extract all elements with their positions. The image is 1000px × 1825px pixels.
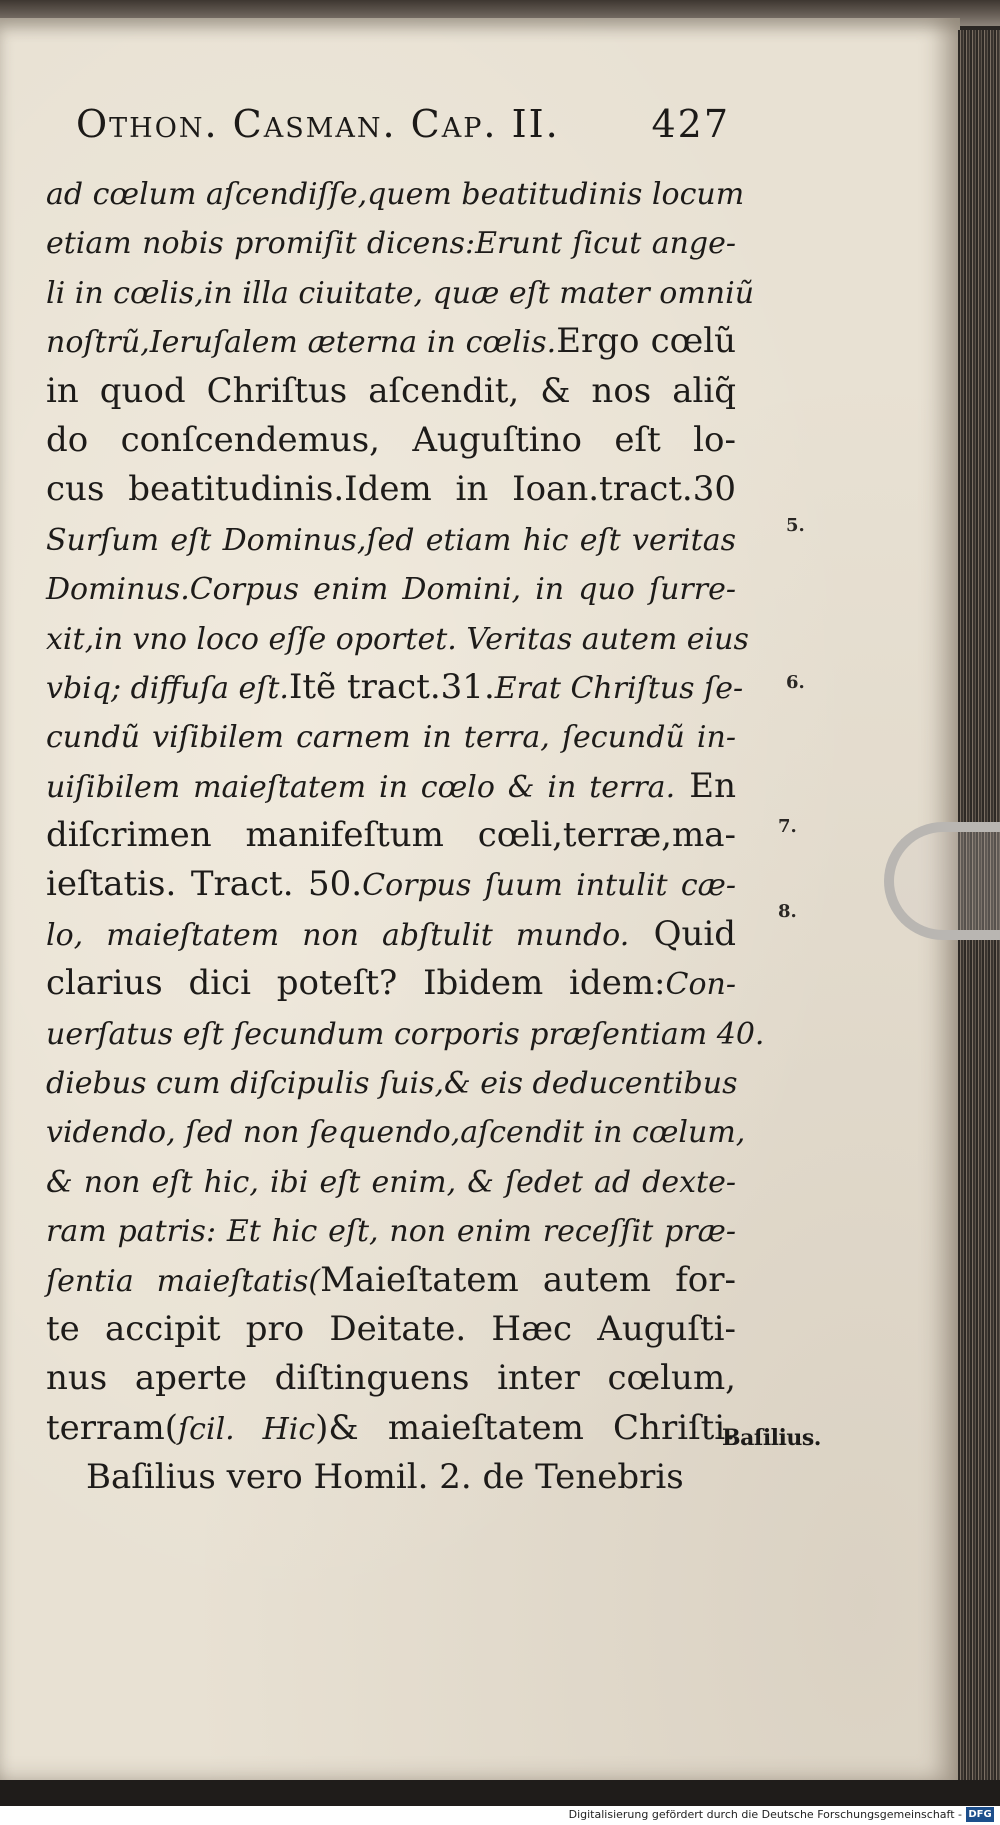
roman-text-segment: clarius dici poteſt? Ibidem idem: [46, 963, 666, 1004]
margin-note-5: 5. [786, 515, 805, 536]
header-chapter-label: Cap. [410, 102, 498, 146]
roman-text-segment: te accipit pro Deitate. Hæc Auguſti- [46, 1308, 736, 1349]
italic-quote-segment: xit,in vno loco eſſe oportet. Veritas autem eius [46, 621, 749, 657]
header-author-last: Casman. [232, 102, 397, 146]
text-line [46, 1452, 736, 1501]
italic-quote-segment: Corpus ſuum intulit cæ- [362, 868, 736, 904]
text-line [46, 1057, 736, 1106]
text-line [46, 168, 745, 217]
italic-quote-segment: lo, maieſtatem non abſtulit mundo. [46, 917, 630, 953]
italic-quote-segment: ad cœlum aſcendiſſe,quem beatitudinis locum [46, 177, 745, 212]
italic-quote-segment: Dominus.Corpus enim Domini, in quo ſurre- [46, 572, 736, 608]
italic-quote-segment: & non eſt hic, ibi eſt enim, & ſedet ad dexte- [46, 1164, 736, 1200]
running-header [76, 102, 730, 146]
text-line [46, 810, 736, 859]
text-line [46, 1205, 736, 1254]
margin-note-7: 7. [778, 816, 797, 837]
roman-text-segment: Ergo cœlũ [556, 321, 736, 362]
header-chapter-number: II. [511, 102, 560, 146]
text-line [46, 859, 736, 908]
dfg-logo: DFG [966, 1807, 994, 1822]
italic-quote-segment: Surſum eſt Dominus,ſed etiam hic eſt veritas [46, 522, 736, 558]
italic-quote-segment: cundũ viſibilem carnem in terra, ſecundũ in- [46, 720, 736, 756]
bottom-shadow [0, 1780, 1000, 1806]
roman-text-segment: in quod Chriſtus aſcendit, & nos aliq̃ [46, 370, 736, 411]
text-line [46, 415, 736, 464]
text-line [46, 613, 749, 662]
italic-quote-segment: uiſibilem maieſtatem in cœlo & in terra. [46, 769, 676, 805]
text-line [46, 366, 736, 415]
text-line [46, 563, 736, 612]
italic-quote-segment: Con- [665, 967, 736, 1003]
text-line [46, 1008, 765, 1057]
italic-quote-segment: uerſatus eſt ſecundum corporis præſentiam 40. [46, 1016, 765, 1052]
roman-text-segment: En [675, 765, 736, 806]
italic-quote-segment: ram patris: Et hic eſt, non enim receſſit præ- [46, 1214, 736, 1250]
text-line [46, 711, 736, 760]
roman-text-segment: do conſcendemus, Auguſtino eſt lo- [46, 419, 736, 460]
roman-text-segment: Itẽ tract.31. [288, 666, 495, 707]
text-line [46, 217, 736, 266]
roman-text-segment: diſcrimen manifeſtum cœli,terræ,ma- [46, 815, 736, 856]
paper-clip [884, 822, 1000, 940]
text-line [46, 761, 736, 810]
margin-note-6: 6. [786, 672, 805, 693]
text-line [46, 514, 736, 563]
roman-text-segment: Baſilius vero Homil. 2. de Tenebris [86, 1457, 684, 1498]
roman-text-segment: nus aperte diſtinguens inter cœlum, [46, 1358, 736, 1399]
italic-quote-segment: Erat Chriſtus ſe- [494, 670, 744, 706]
text-line [46, 662, 744, 711]
italic-quote-segment: ſcil. Hic [178, 1411, 316, 1447]
margin-note-8: 8. [778, 901, 797, 922]
footer-credit: Digitalisierung gefördert durch die Deutsche Forschungsgemeinschaft - [568, 1808, 962, 1821]
text-line [46, 1156, 736, 1205]
text-line [46, 1403, 736, 1452]
roman-text-segment: cus beatitudinis.Idem in Ioan.tract.30 [46, 469, 736, 510]
body-text [46, 168, 765, 1502]
text-line [46, 909, 736, 958]
italic-quote-segment: noſtrũ,Ieruſalem æterna in cœlis. [46, 325, 557, 361]
text-line [46, 1353, 736, 1402]
text-line [46, 316, 736, 365]
italic-quote-segment: ſentia maieſtatis( [46, 1263, 321, 1299]
text-line [46, 267, 755, 316]
roman-text-segment: Maieſtatem autem for- [320, 1259, 736, 1300]
text-line [46, 1255, 736, 1304]
italic-quote-segment: videndo, ſed non ſequendo,aſcendit in cœlum, [46, 1115, 746, 1151]
italic-quote-segment: vbiq; diffuſa eſt. [46, 670, 289, 706]
margin-word-basilius: Baſilius. [722, 1425, 821, 1451]
text-line [46, 1106, 746, 1155]
text-line [46, 1304, 736, 1353]
italic-quote-segment: etiam nobis promiſit dicens:Erunt ſicut ange- [46, 226, 736, 262]
roman-text-segment: Quid [629, 913, 736, 954]
roman-text-segment: ieſtatis. Tract. 50. [46, 864, 363, 905]
italic-quote-segment: diebus cum diſcipulis ſuis,& eis deducentibus [46, 1066, 738, 1102]
italic-quote-segment: li in cœlis,in illa ciuitate, quæ eſt mater omniũ [46, 275, 755, 311]
roman-text-segment: )& maieſtatem Chriſti. [315, 1407, 736, 1448]
text-line [46, 958, 736, 1007]
roman-text-segment: terram( [46, 1407, 179, 1448]
page-number: 427 [651, 102, 730, 146]
text-line [46, 464, 736, 513]
header-author-first: Othon. [76, 102, 219, 146]
